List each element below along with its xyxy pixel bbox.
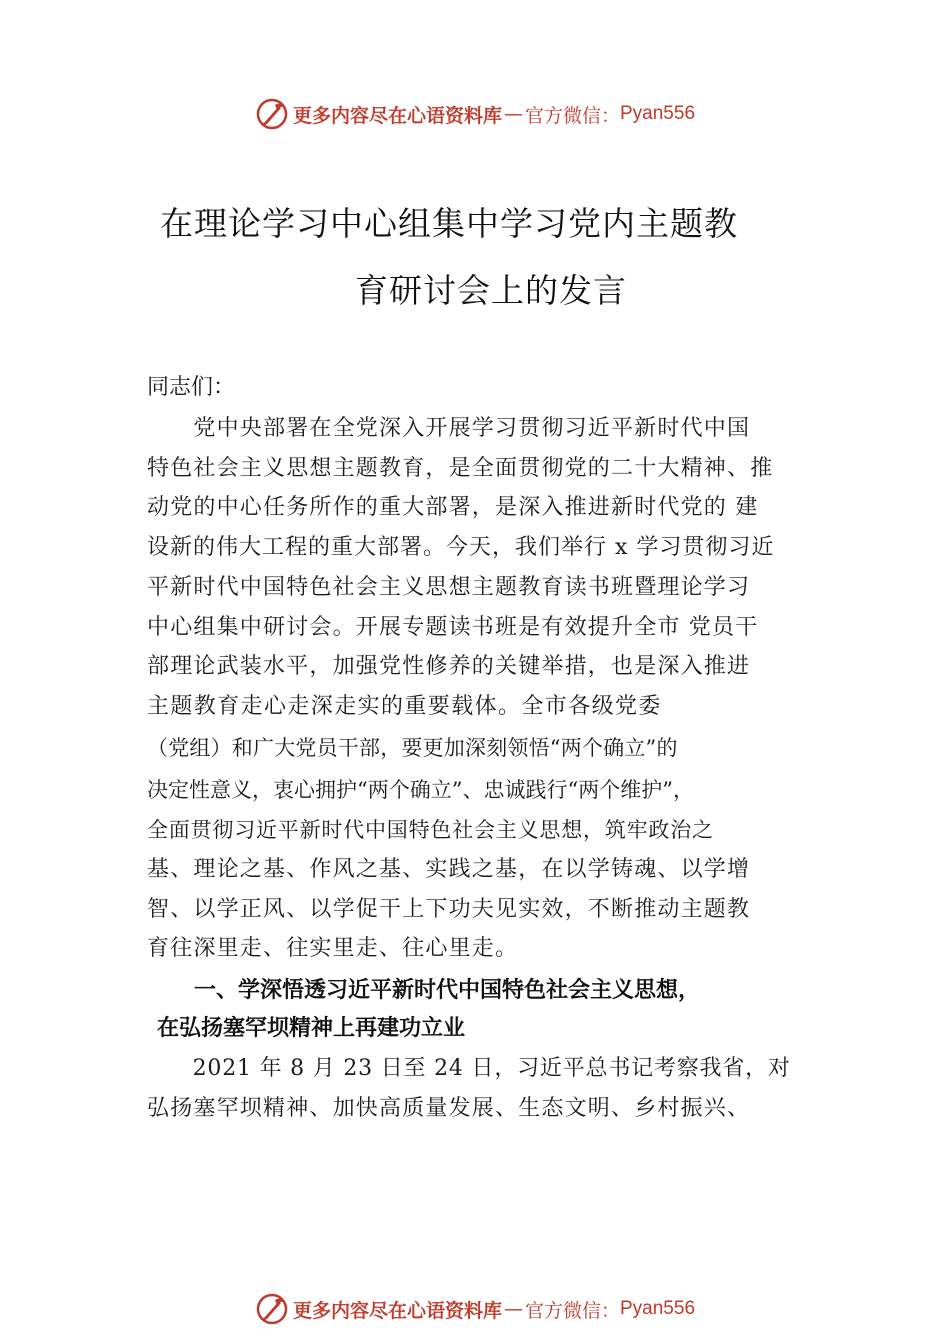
paragraph-line: 部理论武装水平，加强党性修养的关键举措，也是深入推进	[147, 654, 751, 679]
banner-wechat-label: 官方微信：	[524, 1299, 620, 1322]
paragraph-line: 特色社会主义思想主题教育，是全面贯彻党的二十大精神、推	[147, 456, 774, 481]
paragraph-line: 2021 年 8 月 23 日至 24 日，习近平总书记考察我省，对	[147, 1056, 791, 1081]
paragraph-line: 弘扬塞罕坝精神、加快高质量发展、生态文明、乡村振兴、	[147, 1096, 751, 1121]
banner-separator: —	[503, 1298, 523, 1320]
paragraph-line: 动党的中心任务所作的重大部署，是深入推进新时代党的 建	[147, 495, 759, 520]
banner-separator: —	[503, 103, 523, 125]
paragraph-line: 设新的伟大工程的重大部署。今天，我们举行 x 学习贯彻习近	[147, 535, 775, 560]
banner-brand: 更多内容尽在心语资料库	[292, 104, 502, 127]
paragraph-line: 中心组集中研讨会。开展专题读书班是有效提升全市 党员干	[147, 615, 759, 640]
salutation: 同志们：	[147, 375, 236, 400]
paragraph-line: 平新时代中国特色社会主义思想主题教育读书班暨理论学习	[147, 575, 751, 600]
quill-pen-logo-icon	[255, 1292, 289, 1326]
footer-banner	[0, 1289, 950, 1329]
paragraph-line: 党中央部署在全党深入开展学习贯彻习近平新时代中国	[147, 416, 751, 441]
banner-wechat-id: Pyan556	[620, 1298, 696, 1319]
banner-brand: 更多内容尽在心语资料库	[292, 1299, 502, 1322]
paragraph-line: 主题教育走心走深走实的重要载体。全市各级党委	[147, 694, 662, 719]
document-title-line-2: 育研讨会上的发言	[355, 271, 627, 310]
paragraph-line: 育往深里走、往实里走、往心里走。	[147, 936, 519, 961]
banner-wechat-id: Pyan556	[620, 103, 696, 124]
header-banner	[0, 94, 950, 134]
banner-wechat-label: 官方微信：	[524, 104, 620, 127]
paragraph-line: 全面贯彻习近平新时代中国特色社会主义思想，筑牢政治之	[147, 818, 714, 842]
paragraph-line: 智、以学正风、以学促干上下功夫见实效，不断推动主题教	[147, 897, 751, 922]
paragraph-line: （党组）和广大党员干部，要更加深刻领悟“两个确立”的	[147, 736, 678, 760]
section-heading-line-2: 在弘扬塞罕坝精神上再建功立业	[157, 1016, 466, 1041]
paragraph-line: 决定性意义，衷心拥护“两个确立”、忠诚践行“两个维护”，	[147, 778, 694, 802]
section-heading-line-1: 一、学深悟透习近平新时代中国特色社会主义思想，	[194, 978, 701, 1003]
quill-pen-logo-icon	[255, 97, 289, 131]
document-title-line-1: 在理论学习中心组集中学习党内主题教	[160, 204, 738, 243]
paragraph-line: 基、理论之基、作风之基、实践之基，在以学铸魂、以学增	[147, 857, 751, 882]
